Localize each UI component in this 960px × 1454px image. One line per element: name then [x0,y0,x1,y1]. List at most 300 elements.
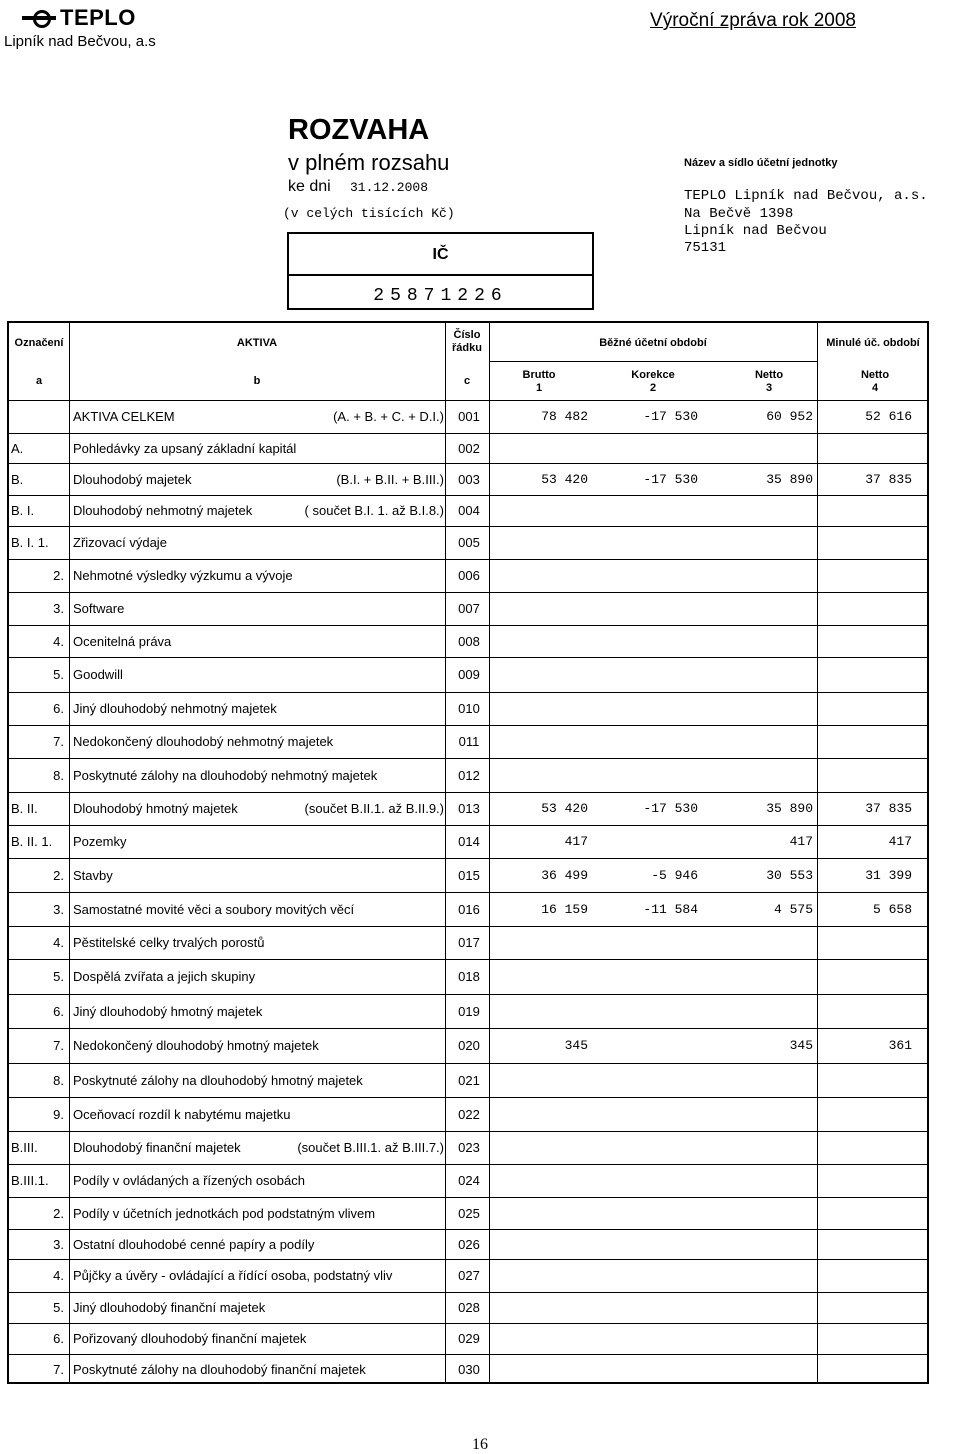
row-brutto [493,1292,588,1323]
table-row [9,463,931,495]
row-netto: 60 952 [766,409,813,424]
row-code: 5. [53,1300,64,1315]
row-netto-previous [819,559,912,592]
row-netto-previous [819,1063,912,1097]
row-label [71,1292,448,1323]
table-row [9,892,931,926]
teplo-logo-icon [22,8,56,28]
row-label [71,1063,448,1097]
row-korekce [603,692,698,725]
logo-text: TEPLO [60,5,136,30]
row-label [71,692,448,725]
row-korekce [603,1063,698,1097]
row-netto-previous [819,625,912,657]
row-brutto [493,1197,588,1229]
row-brutto: 53 420 [541,801,588,816]
header-name-sub: b [253,375,261,387]
row-code: 6. [53,1331,64,1346]
row-korekce: -17 530 [643,801,698,816]
row-name: Oceňovací rozdíl k nabytému majetku [73,1106,291,1122]
row-label [71,463,448,495]
table-row [9,758,931,792]
row-label [71,858,448,892]
row-brutto [493,994,588,1028]
row-line-number: 008 [458,633,480,649]
row-name: Samostatné movité věci a soubory movitých věcí [73,901,355,917]
row-netto-previous [819,1197,912,1229]
row-brutto [493,1229,588,1259]
row-netto [715,495,813,526]
row-brutto [493,1354,588,1384]
row-netto [715,625,813,657]
row-netto [715,433,813,463]
table-row [9,1354,931,1384]
document-title: ROZVAHA [288,114,430,146]
row-korekce [603,625,698,657]
row-netto-previous [819,1164,912,1197]
row-label [71,559,448,592]
header-code: Označení [14,337,64,349]
row-label [71,526,448,559]
row-brutto: 16 159 [541,901,588,917]
row-korekce [603,592,698,625]
row-korekce: -17 530 [643,471,698,487]
row-code: 8. [53,1072,64,1088]
row-netto-previous [819,657,912,692]
row-brutto [493,592,588,625]
row-line-number: 001 [458,409,480,424]
row-brutto [493,692,588,725]
ic-box [287,232,594,310]
ic-value: 25871226 [373,286,508,306]
table-row [9,1164,931,1197]
row-code: 3. [53,601,64,616]
row-netto-previous [819,1259,912,1292]
row-korekce [603,559,698,592]
row-korekce [603,1354,698,1384]
row-korekce [603,758,698,792]
row-name: Podíly v účetních jednotkách pod podstatným vlivem [73,1205,376,1221]
row-brutto: 36 499 [541,867,588,883]
row-brutto [493,625,588,657]
row-brutto [493,959,588,994]
row-korekce [603,433,698,463]
row-code: B. [11,471,24,487]
row-netto [715,592,813,625]
row-code: A. [11,440,24,456]
row-name: Pozemky [73,834,127,849]
row-line-number: 016 [458,901,480,917]
row-label [71,1097,448,1131]
row-korekce [603,959,698,994]
row-netto [715,1131,813,1164]
row-code: 4. [53,633,64,649]
ic-divider [289,274,592,276]
row-netto-previous: 5 658 [872,901,912,917]
date-label: ke dni [288,178,331,195]
row-netto-previous: 37 835 [865,801,912,816]
row-label [71,1028,448,1063]
row-netto [715,1164,813,1197]
row-code: B. II. 1. [11,834,53,849]
row-label [71,657,448,692]
row-netto-previous [819,1097,912,1131]
row-korekce [603,1028,698,1063]
row-netto-previous [819,495,912,526]
row-line-number: 015 [458,867,480,883]
table-row [9,625,931,657]
row-line-number: 022 [458,1106,480,1122]
row-korekce [603,825,698,858]
row-name: Dlouhodobý finanční majetek [73,1140,241,1155]
row-label [71,1164,448,1197]
row-netto [715,994,813,1028]
row-name: Goodwill [73,667,123,682]
row-code: B.III.1. [11,1173,49,1188]
row-netto-previous [819,959,912,994]
row-code: 3. [53,1236,64,1252]
table-row [9,1229,931,1259]
row-label [71,892,448,926]
row-name: Podíly v ovládaných a řízených osobách [73,1173,305,1188]
row-korekce [603,725,698,758]
row-code: 9. [53,1106,64,1122]
row-netto-previous [819,526,912,559]
row-line-number: 006 [458,568,480,583]
row-netto [715,1292,813,1323]
row-name: Dlouhodobý nehmotný majetek [73,503,253,518]
table-row [9,559,931,592]
row-korekce: -11 584 [643,901,698,917]
row-brutto [493,657,588,692]
row-brutto: 78 482 [541,409,588,424]
row-code: B. II. [11,801,38,816]
row-netto-previous: 31 399 [865,867,912,883]
row-netto [715,1229,813,1259]
row-netto [715,1197,813,1229]
row-korekce [603,1323,698,1354]
row-line-number: 021 [458,1072,480,1088]
row-netto: 4 575 [773,901,813,917]
company-name: Lipník nad Bečvou, a.s [4,33,156,50]
header-code-sub: a [35,375,43,387]
row-line-number: 018 [458,969,480,984]
row-brutto [493,559,588,592]
row-code: 6. [53,1003,64,1019]
row-korekce [603,1131,698,1164]
table-row [9,692,931,725]
row-brutto: 417 [564,834,588,849]
row-netto-previous [819,758,912,792]
table-row [9,858,931,892]
balance-sheet-table [7,321,929,1384]
row-line-number: 029 [458,1331,480,1346]
header-netto: Netto 3 [754,369,784,394]
row-korekce [603,926,698,959]
header-line: Číslo řádku [452,329,482,354]
row-line-number: 028 [458,1300,480,1315]
header-line-sub: c [463,375,471,387]
row-brutto [493,433,588,463]
row-line-number: 027 [458,1268,480,1283]
company-logo [22,5,136,31]
row-label [71,625,448,657]
entity-line: Na Bečvě 1398 [684,206,794,222]
row-name: Jiný dlouhodobý finanční majetek [73,1300,266,1315]
row-korekce [603,657,698,692]
row-code: 7. [53,1038,64,1053]
unit-label: (v celých tisících Kč) [283,206,455,221]
row-name: Jiný dlouhodobý hmotný majetek [73,1003,263,1019]
table-row [9,592,931,625]
row-line-number: 023 [458,1140,480,1155]
header-divider [489,361,817,362]
row-line-number: 002 [458,440,480,456]
row-code: 6. [53,701,64,716]
row-brutto [493,526,588,559]
header-previous-period: Minulé úč. období [826,337,920,349]
row-code: 4. [53,1268,64,1283]
row-netto: 30 553 [766,867,813,883]
row-korekce [603,1164,698,1197]
row-name: Pořizovaný dlouhodobý finanční majetek [73,1331,307,1346]
row-korekce [603,1292,698,1323]
row-netto-previous: 52 616 [865,409,912,424]
row-netto-previous [819,1292,912,1323]
row-brutto [493,758,588,792]
row-name: Dlouhodobý hmotný majetek [73,801,238,816]
row-brutto: 53 420 [541,471,588,487]
row-netto [715,559,813,592]
row-netto: 345 [789,1038,813,1053]
row-netto-previous: 37 835 [865,471,912,487]
row-korekce [603,1229,698,1259]
row-name: Nehmotné výsledky výzkumu a vývoje [73,568,293,583]
row-code: 5. [53,667,64,682]
row-netto: 417 [789,834,813,849]
row-name: AKTIVA CELKEM [73,409,175,424]
row-code: 2. [53,867,64,883]
row-netto [715,1259,813,1292]
row-brutto: 345 [564,1038,588,1053]
row-label [71,1197,448,1229]
row-netto-previous [819,692,912,725]
row-line-number: 013 [458,801,480,816]
row-name: Pohledávky za upsaný základní kapitál [73,440,297,456]
row-netto [715,1323,813,1354]
row-line-number: 004 [458,503,480,518]
row-netto-previous [819,1323,912,1354]
row-korekce [603,1097,698,1131]
row-code: 4. [53,935,64,950]
row-sum-formula: (součet B.II.1. až B.II.9.) [304,801,444,816]
table-row [9,1259,931,1292]
header-netto-previous: Netto 4 [860,369,890,394]
row-label [71,1259,448,1292]
row-netto-previous [819,433,912,463]
row-korekce [603,526,698,559]
table-row [9,1292,931,1323]
row-netto [715,758,813,792]
table-row [9,433,931,463]
row-brutto [493,1097,588,1131]
row-code: 7. [53,1361,64,1377]
row-label [71,495,448,526]
row-code: 7. [53,734,64,749]
row-label [71,1354,448,1384]
row-label [71,792,448,825]
row-line-number: 017 [458,935,480,950]
row-label [71,400,448,433]
entity-line: TEPLO Lipník nad Bečvou, a.s. [684,188,928,204]
row-netto: 35 890 [766,471,813,487]
row-code: B. I. 1. [11,535,49,550]
row-line-number: 019 [458,1003,480,1019]
table-row [9,1063,931,1097]
row-sum-formula: ( součet B.I. 1. až B.I.8.) [304,503,444,518]
row-korekce: -5 946 [651,867,698,883]
row-name: Zřizovací výdaje [73,535,167,550]
row-line-number: 009 [458,667,480,682]
table-row [9,1323,931,1354]
row-line-number: 024 [458,1173,480,1188]
row-netto [715,526,813,559]
row-label [71,725,448,758]
row-netto-previous [819,592,912,625]
row-line-number: 020 [458,1038,480,1053]
row-line-number: 014 [458,834,480,849]
row-netto [715,725,813,758]
table-row [9,792,931,825]
report-title: Výroční zpráva rok 2008 [650,10,856,31]
row-netto [715,657,813,692]
row-netto-previous [819,994,912,1028]
row-sum-formula: (součet B.III.1. až B.III.7.) [297,1140,444,1155]
row-name: Ocenitelná práva [73,633,172,649]
row-line-number: 003 [458,471,480,487]
header-brutto: Brutto 1 [522,369,556,394]
row-name: Půjčky a úvěry - ovládající a řídící osoba, podstatný vliv [73,1268,393,1283]
row-netto [715,926,813,959]
row-korekce [603,1259,698,1292]
row-name: Software [73,601,125,616]
row-brutto [493,926,588,959]
row-name: Pěstitelské celky trvalých porostů [73,935,265,950]
table-row [9,526,931,559]
entity-line: Lipník nad Bečvou [684,223,827,239]
row-netto-previous [819,1131,912,1164]
row-netto-previous [819,1229,912,1259]
table-row [9,657,931,692]
row-korekce [603,1197,698,1229]
row-label [71,1323,448,1354]
row-line-number: 011 [458,734,480,749]
row-netto [715,692,813,725]
row-name: Nedokončený dlouhodobý nehmotný majetek [73,734,334,749]
row-line-number: 012 [458,767,480,783]
header-current-period: Běžné účetní období [599,337,707,349]
row-sum-formula: (B.I. + B.II. + B.III.) [336,471,444,487]
row-netto-previous [819,1354,912,1384]
row-line-number: 025 [458,1205,480,1221]
table-row [9,959,931,994]
row-name: Nedokončený dlouhodobý hmotný majetek [73,1038,319,1053]
row-name: Jiný dlouhodobý nehmotný majetek [73,701,277,716]
row-code: 2. [53,1205,64,1221]
row-netto [715,959,813,994]
row-label [71,994,448,1028]
row-label [71,1131,448,1164]
row-name: Ostatní dlouhodobé cenné papíry a podíly [73,1236,315,1252]
ic-label: IČ [432,246,449,263]
row-brutto [493,1063,588,1097]
row-code: B. I. [11,503,35,518]
header-korekce: Korekce 2 [631,369,675,394]
entity-label: Název a sídlo účetní jednotky [684,157,838,169]
row-netto [715,1354,813,1384]
row-line-number: 007 [458,601,480,616]
table-row [9,825,931,858]
row-brutto [493,1164,588,1197]
row-korekce [603,994,698,1028]
row-netto-previous [819,926,912,959]
row-netto-previous: 417 [888,834,912,849]
page-number: 16 [472,1436,488,1453]
table-row [9,1197,931,1229]
table-row [9,495,931,526]
date-value: 31.12.2008 [350,180,429,195]
row-netto-previous: 361 [888,1038,912,1053]
row-name: Poskytnuté zálohy na dlouhodobý nehmotný majetek [73,767,378,783]
row-netto: 35 890 [766,801,813,816]
row-brutto [493,1131,588,1164]
row-netto [715,1097,813,1131]
row-name: Stavby [73,867,113,883]
row-brutto [493,1323,588,1354]
row-code: 8. [53,767,64,783]
row-line-number: 005 [458,535,480,550]
row-code: 5. [53,969,64,984]
row-label [71,825,448,858]
row-korekce [603,495,698,526]
header-aktiva: AKTIVA [236,337,278,349]
row-label [71,959,448,994]
row-name: Poskytnuté zálohy na dlouhodobý hmotný majetek [73,1072,363,1088]
table-row [9,1028,931,1063]
row-korekce: -17 530 [643,409,698,424]
row-name: Dlouhodobý majetek [73,471,192,487]
row-sum-formula: (A. + B. + C. + D.I.) [333,409,444,424]
entity-line: 75131 [684,240,727,256]
row-name: Dospělá zvířata a jejich skupiny [73,969,256,984]
table-row [9,400,931,433]
row-brutto [493,495,588,526]
table-row [9,725,931,758]
row-code: 2. [53,568,64,583]
row-code: B.III. [11,1140,38,1155]
row-code [9,400,72,433]
row-line-number: 030 [458,1361,480,1377]
row-brutto [493,725,588,758]
row-name: Poskytnuté zálohy na dlouhodobý finanční majetek [73,1361,366,1377]
row-line-number: 010 [458,701,480,716]
row-label [71,926,448,959]
row-line-number: 026 [458,1236,480,1252]
row-label [71,758,448,792]
row-label [71,592,448,625]
row-label [71,433,448,463]
row-netto [715,1063,813,1097]
